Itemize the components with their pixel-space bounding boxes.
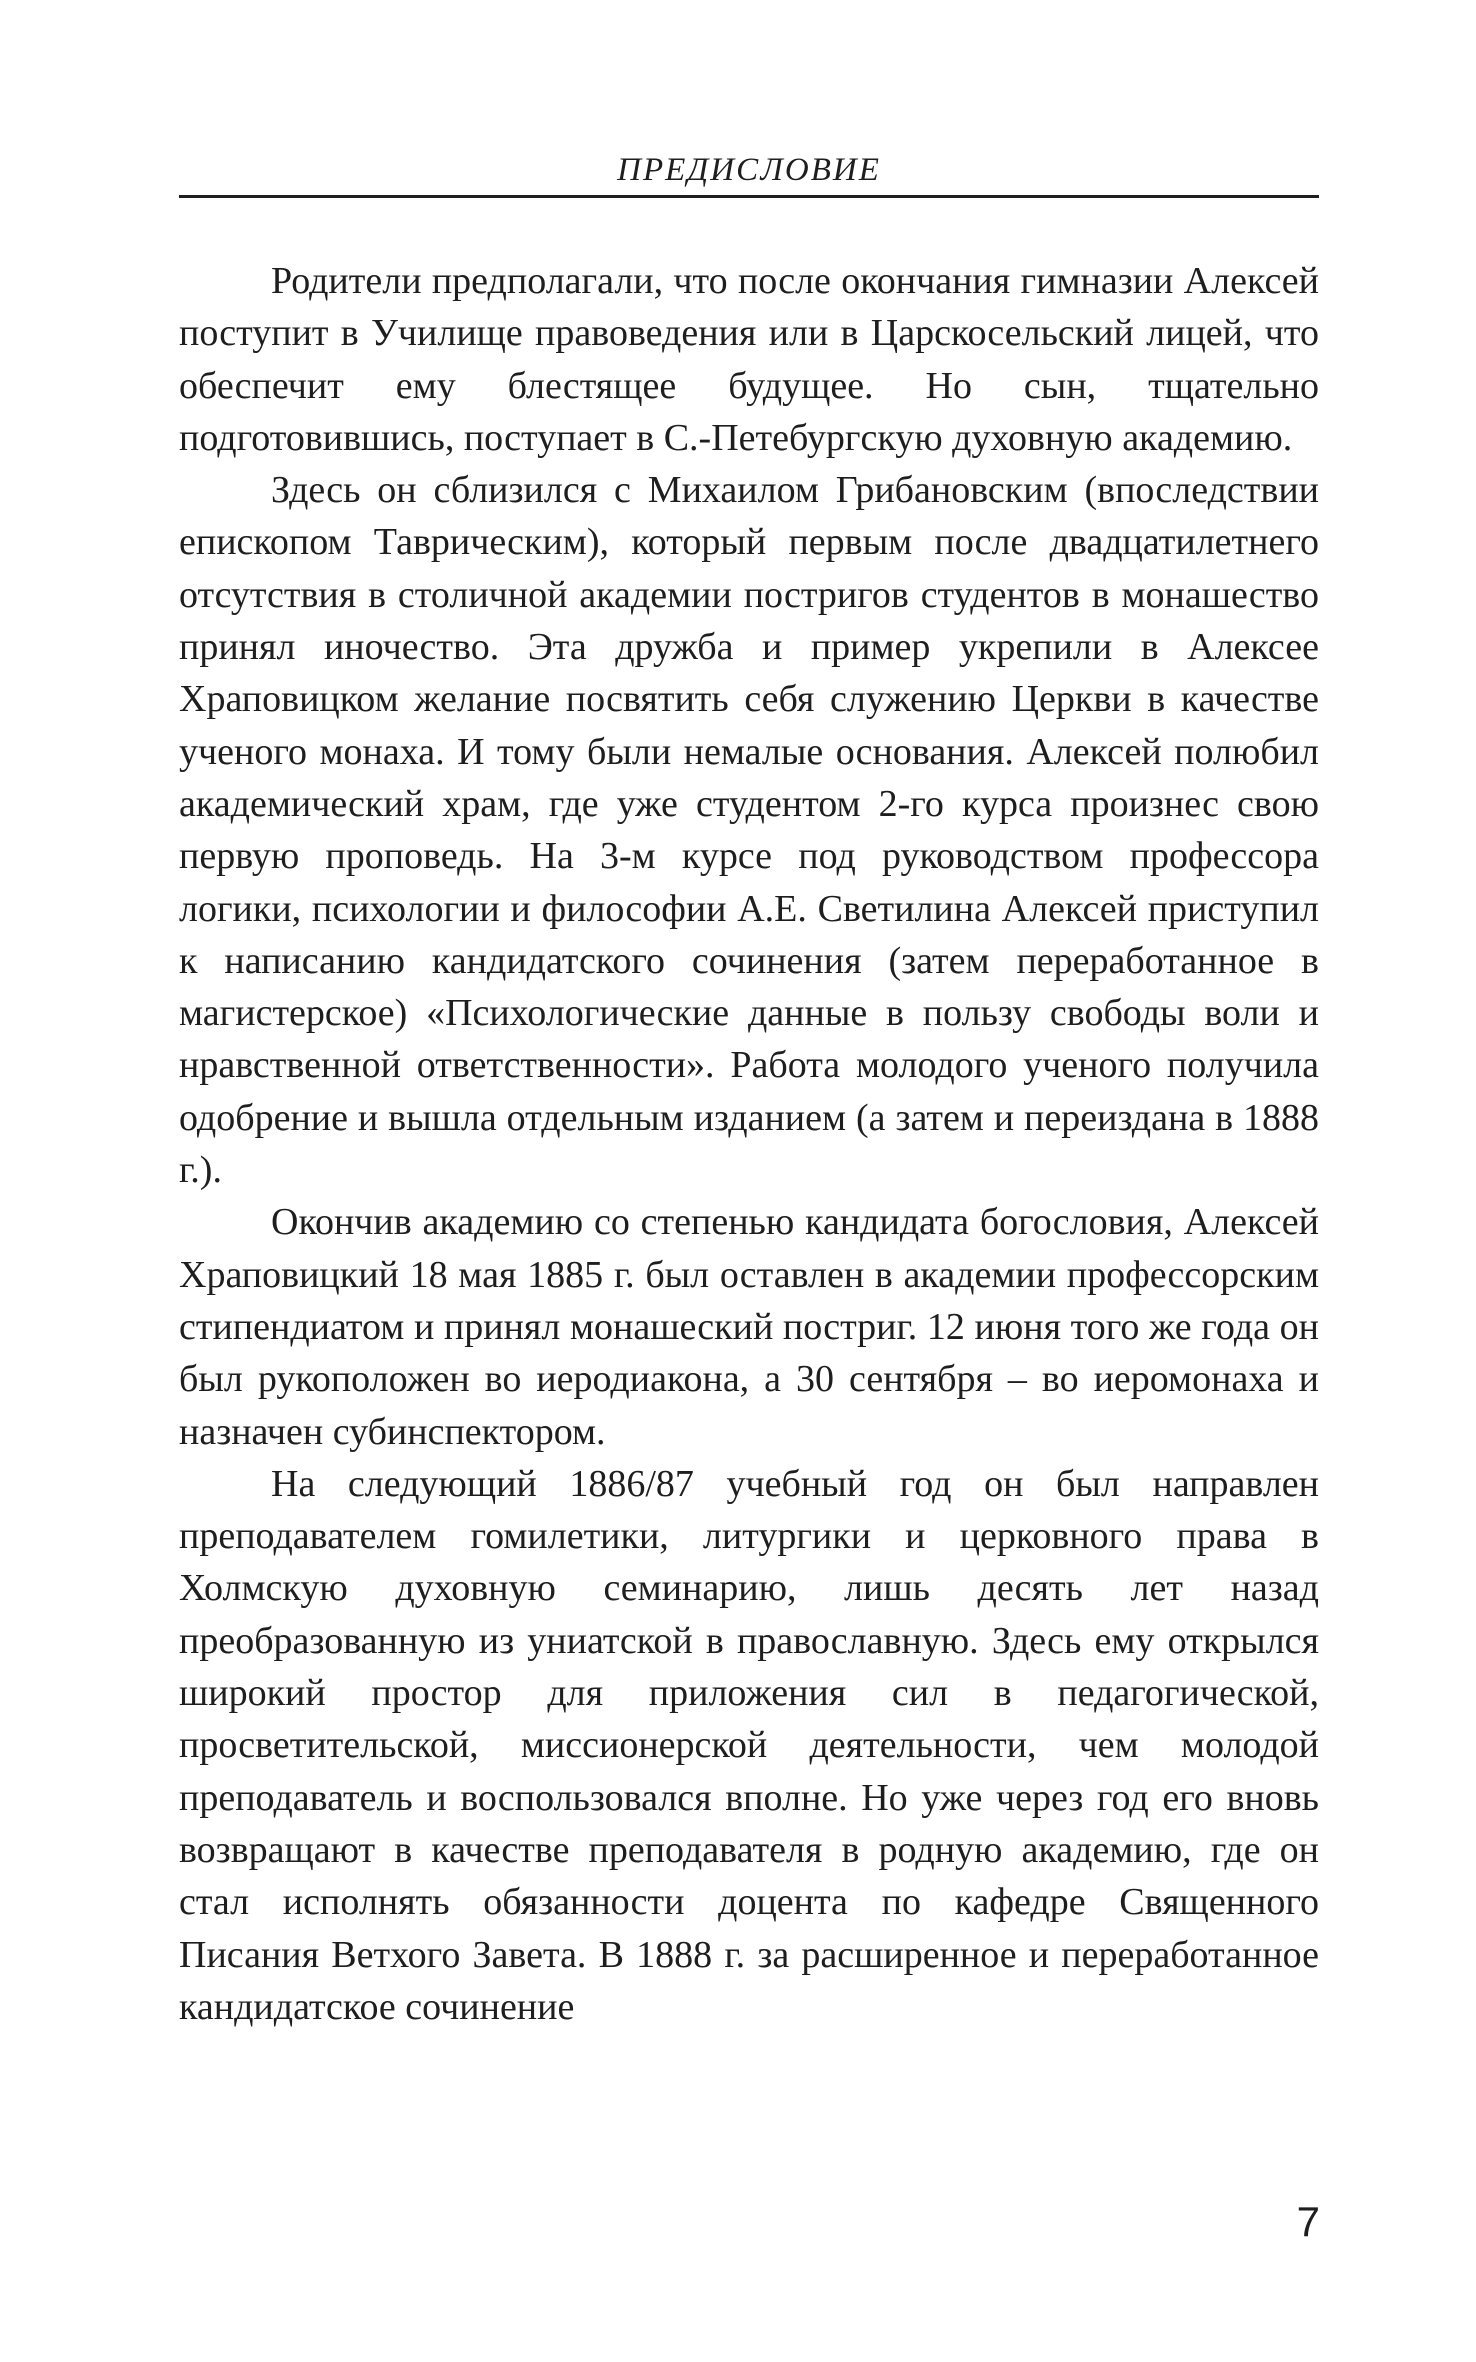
- page-number: 7: [1296, 2198, 1320, 2245]
- paragraph-1: Родители предполагали, что после окончания гимназии Алексей поступит в Училище правоведения или в Царскосельский лицей, что обеспечит ему блестящее будущее. Но сын, тщательно подготовившись, поступает в С.-Петебургскую духовную академию.: [179, 260, 1319, 459]
- paragraph-2: Здесь он сблизился с Михаилом Грибановским (впоследствии епископом Таврическим), который первым после двадцатилетнего отсутствия в столичной академии постригов студентов в монашество принял иночество. Эта дружба и пример укрепили в Алексее Храповицком желание посвятить себя служению Церкви в качестве ученого монаха. И тому были немалые основания. Алексей полюбил академический храм, где уже студентом 2-го курса произнес свою первую проповедь. На 3-м курсе под руководством профессора логики, психологии и философии А.Е. Светилина Алексей приступил к написанию кандидатского сочинения (затем переработанное в магистерское) «Психологические данные в пользу свободы воли и нравственной ответственности». Работа молодого ученого получила одобрение и вышла отдельным изданием (а затем и переиздана в 1888 г.).: [179, 469, 1319, 1192]
- paragraph-3: Окончив академию со степенью кандидата богословия, Алексей Храповицкий 18 мая 1885 г. был оставлен в академии профессорским стипендиатом и принял монашеский постриг. 12 июня того же года он был рукоположен во иеродиакона, а 30 сентября – во иеромонаха и назначен субинспектором.: [179, 1201, 1319, 1453]
- paragraph-4: На следующий 1886/87 учебный год он был направлен преподавателем гомилетики, литургики и церковного права в Холмскую духовную семинарию, лишь десять лет назад преобразованную из униатской в православную. Здесь ему открылся широкий простор для приложения сил в педагогической, просветительской, миссионерской деятельности, чем молодой преподаватель и воспользовался вполне. Но уже через год его вновь возвращают в качестве преподавателя в родную академию, где он стал исполнять обязанности доцента по кафедре Священного Писания Ветхого Завета. В 1888 г. за расширенное и переработанное кандидатское сочинение: [179, 1462, 1319, 2028]
- header-rule: [179, 195, 1319, 198]
- body-text: [179, 255, 1319, 2033]
- running-header: ПРЕДИСЛОВИЕ: [617, 152, 881, 188]
